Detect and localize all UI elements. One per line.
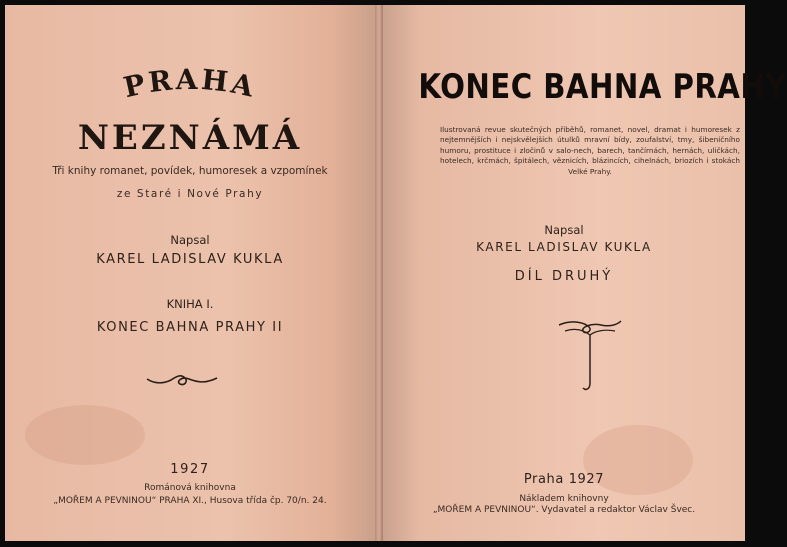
right-page (383, 5, 787, 541)
svg-text:PRAHA (120, 65, 259, 104)
book-label: KNIHA I. (166, 297, 214, 311)
paper-stain (25, 405, 145, 465)
publisher-line1: Románová knihovna (144, 483, 236, 493)
title-line1: PRAHA (120, 65, 260, 105)
description-paragraph: Ilustrovaná revue skutečných příběhů, romanet, novel, dramat i humoresek z nejtemnějších i nejskvělejších útulků mravní bídy, zoufalství, tmy, šibeničního humoru, prostituce i zločinů v salo-nech, barech, tančírnách, hernách, uličkách, hotelech, krčmách, špitálech, věznicích, blázincích, cihelnách, briozích i stokách Velké Prahy. (440, 125, 740, 176)
year: 1927 (170, 462, 210, 477)
publisher-line2: „MOŘEM A PEVNINOU“ PRAHA XI., Husova třída čp. 70/n. 24. (53, 496, 327, 506)
ornament-flourish-icon (145, 370, 219, 390)
author: KAREL LADISLAV KUKLA (476, 240, 652, 254)
left-page (5, 5, 375, 541)
author: KAREL LADISLAV KUKLA (96, 252, 284, 267)
publisher-line1: Nákladem knihovny (519, 494, 609, 504)
right-title: KONEC BAHNA PRAHY (418, 67, 787, 107)
ornament-scroll-icon (555, 315, 625, 395)
book-spread (5, 5, 787, 541)
by-label: Napsal (544, 223, 584, 237)
subtitle-line1: Tři knihy romanet, povídek, humoresek a vzpomínek (52, 165, 328, 177)
left-title-arched (95, 65, 285, 115)
book-title: KONEC BAHNA PRAHY II (96, 320, 284, 335)
title-line2: NEZNÁMÁ (77, 118, 303, 158)
publisher-line2: „MOŘEM A PEVNINOU“. Vydavatel a redaktor Václav Švec. (432, 505, 696, 515)
subtitle-line2: ze Staré i Nové Prahy (116, 188, 264, 200)
book-gutter (375, 5, 383, 541)
place-year: Praha 1927 (523, 472, 605, 487)
volume: DÍL DRUHÝ (514, 269, 614, 284)
by-label: Napsal (170, 233, 210, 247)
